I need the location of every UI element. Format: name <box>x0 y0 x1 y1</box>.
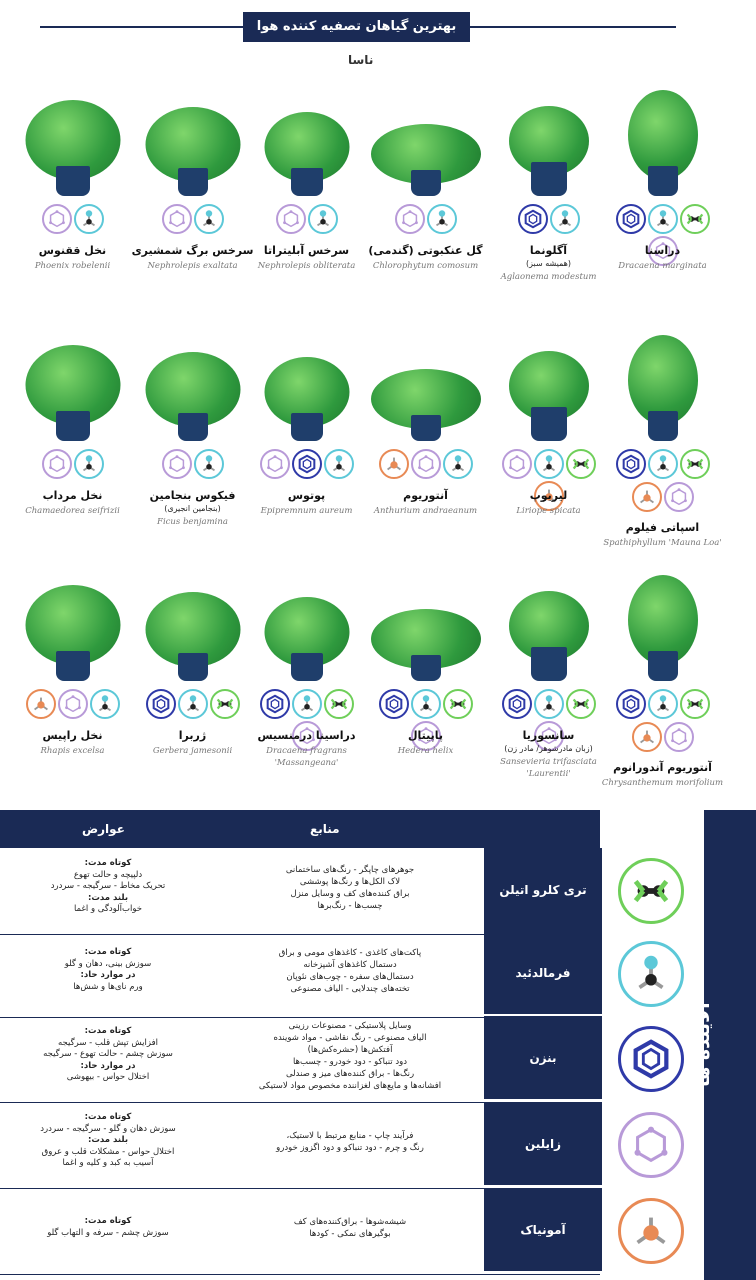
plant-latin-name: Phoenix robelenii <box>34 261 111 271</box>
pollutant-icons <box>363 689 488 721</box>
formaldehyde-icon <box>324 449 354 479</box>
plant-card <box>363 555 488 757</box>
plant-card <box>130 555 255 757</box>
pollutant-row <box>0 848 704 935</box>
plant-name: اسپاتی فیلوم <box>625 521 700 534</box>
benzene-icon <box>292 449 322 479</box>
plant-card <box>486 555 611 780</box>
formaldehyde-icon <box>90 689 120 719</box>
formaldehyde-icon <box>534 449 564 479</box>
trichloroethylene-icon <box>680 689 710 719</box>
effect-line: خواب‌آلودگی و اغما <box>73 904 143 914</box>
plant-latin-name: Nephrolepis exaltata <box>147 261 238 271</box>
effect-heading: در موارد حاد: <box>80 1060 136 1071</box>
pollutant-icons <box>363 449 488 481</box>
formaldehyde-icon <box>534 689 564 719</box>
effect-line: سوزش دهان و گلو - سرگیجه - سردرد <box>40 1123 176 1134</box>
plant-latin-name: Dracaena fragrans 'Massangeana' <box>266 746 347 768</box>
sources-cell <box>230 1216 470 1240</box>
pollutant-icons <box>244 449 369 481</box>
effects-cell <box>8 947 208 993</box>
plant-pot <box>531 407 567 441</box>
plant-card <box>600 555 725 789</box>
plant-card <box>486 315 611 517</box>
effects-cell <box>8 1026 208 1084</box>
pollutants-title: آلاینده ها <box>692 1002 714 1088</box>
benzene-icon <box>260 689 290 719</box>
plant-card <box>10 70 135 272</box>
pollutant-icons <box>613 689 713 753</box>
pollutant-name: زایلین <box>484 1102 602 1185</box>
plant-pot <box>411 655 441 681</box>
pollutants-table <box>0 810 756 1280</box>
pollutant-icons <box>130 449 255 481</box>
source-line: تخته‌های چندلایی - الیاف مصنوعی <box>290 984 410 994</box>
effect-line: ورم نای‌ها و شش‌ها <box>73 981 143 992</box>
benzene-icon <box>618 1026 684 1092</box>
pollutant-icons <box>10 204 135 236</box>
plant-latin-name: Ficus benjamina <box>157 517 228 527</box>
plant-name: آنتوریوم آندورانوم <box>613 761 712 774</box>
xylene-icon <box>276 204 306 234</box>
xylene-icon <box>618 1112 684 1178</box>
trichloroethylene-icon <box>210 689 240 719</box>
plant-card <box>600 70 725 272</box>
source-line: افشانه‌ها و مایع‌های لغزاننده مخصوص مواد لاستیکی <box>258 1081 442 1091</box>
source-line: وسایل پلاستیکی - مصنوعات رزینی <box>288 1021 412 1031</box>
plant-latin-name: Hedera helix <box>397 746 454 756</box>
formaldehyde-icon <box>308 204 338 234</box>
plant-card <box>244 555 369 769</box>
plant-pot <box>648 166 678 196</box>
source-line: جوهرهای چاپگر - رنگ‌های ساختمانی <box>285 865 415 875</box>
trichloroethylene-icon <box>680 204 710 234</box>
effects-cell <box>8 858 208 916</box>
plant-latin-name: Spathiphyllum 'Mauna Loa' <box>603 538 722 548</box>
pollutant-icons <box>600 204 725 236</box>
plant-note: (همیشه سبز) <box>526 259 571 268</box>
xylene-icon <box>42 204 72 234</box>
effect-line: سوزش چشم - سرفه و التهاب گلو <box>47 1227 169 1238</box>
formaldehyde-icon <box>292 689 322 719</box>
pollutant-icons <box>130 689 255 721</box>
plant-illustration <box>486 555 611 685</box>
formaldehyde-icon <box>443 449 473 479</box>
plant-latin-name: Epipremnum aureum <box>260 506 353 516</box>
plant-illustration <box>600 315 725 445</box>
source-line: الیاف مصنوعی - رنگ نقاشی - مواد شوینده <box>273 1033 427 1043</box>
pollutant-icons <box>486 689 611 721</box>
sources-cell <box>230 1130 470 1154</box>
plant-name: دراسنا <box>644 244 681 257</box>
pollutant-icons <box>130 204 255 236</box>
trichloroethylene-icon <box>680 449 710 479</box>
plant-pot <box>291 653 323 681</box>
pollutant-icons <box>244 204 369 236</box>
plant-pot <box>178 168 208 196</box>
source-line: دود تنباکو - دود خودرو - چسب‌ها <box>292 1057 408 1067</box>
effect-heading: کوتاه مدت: <box>84 947 132 957</box>
plant-illustration <box>486 315 611 445</box>
benzene-icon <box>616 204 646 234</box>
effect-line: افزایش تپش قلب - سرگیجه <box>57 1037 158 1048</box>
plant-name: نخل ققنوس <box>38 244 107 257</box>
plant-latin-name: Nephrolepis obliterata <box>257 261 356 271</box>
xylene-icon <box>411 449 441 479</box>
plant-latin-name: Dracaena marginata <box>618 261 707 271</box>
source-line: پاکت‌های کاغذی - کاغذهای مومی و براق <box>278 948 422 958</box>
plant-card <box>10 315 135 517</box>
xylene-icon <box>58 689 88 719</box>
plant-latin-name: Chamaedorea seifrizii <box>25 506 120 516</box>
source-line: شیشه‌شوها - براق‌کننده‌های کف <box>293 1217 407 1227</box>
table-header <box>0 810 600 848</box>
plant-name: فیکوس بنجامین <box>149 489 236 502</box>
plant-card <box>486 70 611 283</box>
effect-line: دلپیچه و حالت تهوع <box>73 869 143 880</box>
plant-pot <box>291 168 323 196</box>
plant-latin-name: Gerbera jamesonii <box>152 746 233 756</box>
plant-note: (بنجامین انجیری) <box>164 504 221 513</box>
plant-latin-name: Rhapis excelsa <box>40 746 105 756</box>
benzene-icon <box>518 204 548 234</box>
plant-name: نخل راپیس <box>42 729 103 742</box>
benzene-icon <box>379 689 409 719</box>
effect-line: آسیب به کبد و کلیه و اغما <box>62 1158 154 1168</box>
plant-latin-name: Aglaonema modestum <box>500 272 597 282</box>
plant-card <box>600 315 725 549</box>
ammonia-icon <box>26 689 56 719</box>
source-line: براق کننده‌های کف و وسایل منزل <box>290 889 410 899</box>
plant-card <box>244 70 369 272</box>
plant-pot <box>178 413 208 441</box>
trichloroethylene-icon <box>566 689 596 719</box>
plant-illustration <box>600 555 725 685</box>
plant-name: گل عنکبوتی (گندمی) <box>368 244 483 257</box>
ammonia-icon <box>632 482 662 512</box>
plant-illustration <box>363 555 488 685</box>
pollutant-row <box>0 931 704 1018</box>
formaldehyde-icon <box>550 204 580 234</box>
plant-card <box>10 555 135 757</box>
pollutant-row <box>0 1188 704 1275</box>
plant-card <box>363 70 488 272</box>
effect-heading: بلند مدت: <box>87 892 129 903</box>
plant-illustration <box>10 70 135 200</box>
plant-latin-name: Chlorophytum comosum <box>372 261 479 271</box>
plant-illustration <box>130 315 255 445</box>
plant-pot <box>531 162 567 196</box>
xylene-icon <box>260 449 290 479</box>
plant-name: ژربرا <box>178 729 207 742</box>
xylene-icon <box>162 449 192 479</box>
effect-heading: کوتاه مدت: <box>84 858 132 868</box>
plant-pot <box>56 166 90 196</box>
effects-cell <box>8 1112 208 1170</box>
sources-cell <box>230 864 470 912</box>
source-line: آفتکش‌ها (حشره‌کش‌ها) <box>307 1045 393 1055</box>
effect-heading: کوتاه مدت: <box>84 1026 132 1036</box>
plant-name: سرخس آبلیتراتا <box>263 244 350 257</box>
formaldehyde-icon <box>411 689 441 719</box>
benzene-icon <box>616 449 646 479</box>
plant-illustration <box>130 555 255 685</box>
plant-illustration <box>600 70 725 200</box>
pollutant-name: آمونیاک <box>484 1188 602 1271</box>
xylene-icon <box>664 722 694 752</box>
formaldehyde-icon <box>74 449 104 479</box>
source-line: دستمال کاغذهای آشپزخانه <box>303 960 397 970</box>
source-line: چسب‌ها - رنگ‌برها <box>317 901 383 911</box>
pollutant-row <box>0 1016 704 1103</box>
formaldehyde-icon <box>648 449 678 479</box>
sources-header: منابع <box>310 822 340 836</box>
plant-pot <box>56 651 90 681</box>
source-line: لاک الکل‌ها و رنگ‌ها پوششی <box>299 877 401 887</box>
pollutant-row <box>0 1102 704 1189</box>
sources-cell <box>230 1020 470 1092</box>
pollutant-name: بنزن <box>484 1016 602 1099</box>
formaldehyde-icon <box>74 204 104 234</box>
plant-latin-name: Liriope spicata <box>516 506 581 516</box>
trichloroethylene-icon <box>324 689 354 719</box>
plant-pot <box>411 170 441 196</box>
formaldehyde-icon <box>178 689 208 719</box>
plant-illustration <box>363 70 488 200</box>
pollutant-icons <box>486 449 611 481</box>
effect-line: اختلال حواس - بیهوشی <box>66 1072 150 1082</box>
pollutant-icons <box>363 204 488 236</box>
effect-heading: بلند مدت: <box>87 1135 129 1145</box>
plant-illustration <box>244 555 369 685</box>
effect-line: اختلال حواس - مشکلات قلب و عروق <box>41 1146 175 1157</box>
plant-name: سانسوریا <box>522 729 575 742</box>
formaldehyde-icon <box>648 204 678 234</box>
plant-illustration <box>10 555 135 685</box>
pollutant-icons <box>10 689 135 721</box>
plant-pot <box>178 653 208 681</box>
effect-heading: کوتاه مدت: <box>84 1216 132 1226</box>
effect-line: سوزش چشم - حالت تهوع - سرگیجه <box>43 1049 173 1059</box>
plant-name: لیریوپ <box>529 489 568 502</box>
plant-name: پوتوس <box>287 489 326 502</box>
xylene-icon <box>502 449 532 479</box>
plant-illustration <box>244 315 369 445</box>
page-title: بهترین گیاهان تصفیه کننده هوا <box>243 12 470 42</box>
plant-card <box>363 315 488 517</box>
plant-card <box>130 315 255 528</box>
pollutant-icons <box>10 449 135 481</box>
plant-illustration <box>363 315 488 445</box>
formaldehyde-icon <box>648 689 678 719</box>
effect-line: سوزش بینی، دهان و گلو <box>64 958 152 969</box>
plant-name: دراسینا درمنسیس <box>257 729 356 742</box>
source-line: بوگیرهای نمکی - کودها <box>309 1229 391 1239</box>
plant-pot <box>648 411 678 441</box>
effect-line: تحریک مخاط - سرگیجه - سردرد <box>50 881 166 891</box>
sources-cell <box>230 947 470 995</box>
formaldehyde-icon <box>194 449 224 479</box>
plant-latin-name: Chrysanthemum morifolium <box>601 778 724 788</box>
plant-illustration <box>10 315 135 445</box>
source-label: ناسا <box>348 53 374 67</box>
formaldehyde-icon <box>618 941 684 1007</box>
trichloroethylene-icon <box>566 449 596 479</box>
plant-note: (زبان مادرشوهر/ مادر زن) <box>504 744 593 753</box>
plant-pot <box>531 647 567 681</box>
formaldehyde-icon <box>194 204 224 234</box>
plant-illustration <box>486 70 611 200</box>
trichloroethylene-icon <box>443 689 473 719</box>
plant-name: آگلونما <box>529 244 568 257</box>
effects-header: عوارض <box>82 822 125 836</box>
source-line: رنگ‌ها - براق کننده‌های میز و صندلی <box>285 1069 415 1079</box>
effect-heading: در موارد حاد: <box>80 970 136 980</box>
xylene-icon <box>42 449 72 479</box>
source-line: دستمال‌های سفره - چوب‌های نئوپان <box>286 972 414 982</box>
benzene-icon <box>616 689 646 719</box>
plant-illustration <box>244 70 369 200</box>
plant-pot <box>291 413 323 441</box>
plant-name: سرخس برگ شمشیری <box>131 244 254 257</box>
plant-name: نخل مرداب <box>42 489 103 502</box>
plant-pot <box>56 411 90 441</box>
formaldehyde-icon <box>427 204 457 234</box>
pollutant-icons <box>613 449 713 513</box>
plant-card <box>244 315 369 517</box>
benzene-icon <box>146 689 176 719</box>
ammonia-icon <box>632 722 662 752</box>
row-divider <box>0 1274 600 1275</box>
effect-heading: کوتاه مدت: <box>84 1112 132 1122</box>
plant-card <box>130 70 255 272</box>
pollutant-icons <box>244 689 369 721</box>
xylene-icon <box>664 482 694 512</box>
pollutants-sidebar <box>692 810 756 1280</box>
plant-name: آنتوریوم <box>403 489 448 502</box>
pollutant-name: تری کلرو اتیلن <box>484 848 602 931</box>
xylene-icon <box>395 204 425 234</box>
ammonia-icon <box>379 449 409 479</box>
source-line: رنگ و چرم - دود تنباکو و دود اگزوز خودرو <box>276 1143 424 1153</box>
plant-pot <box>648 651 678 681</box>
effects-cell <box>8 1216 208 1239</box>
ammonia-icon <box>618 1198 684 1264</box>
benzene-icon <box>502 689 532 719</box>
plant-illustration <box>130 70 255 200</box>
xylene-icon <box>162 204 192 234</box>
trichloroethylene-icon <box>618 858 684 924</box>
pollutant-name: فرمالدئید <box>484 931 602 1014</box>
plant-latin-name: Anthurium andraeanum <box>373 506 478 516</box>
source-line: فرآیند چاپ - منابع مرتبط با لاستیک، <box>286 1131 414 1141</box>
pollutant-icons <box>486 204 611 236</box>
plant-latin-name: Sansevieria trifasciata 'Laurentii' <box>500 757 597 779</box>
plant-pot <box>411 415 441 441</box>
plant-name: پاپیتال <box>407 729 444 742</box>
